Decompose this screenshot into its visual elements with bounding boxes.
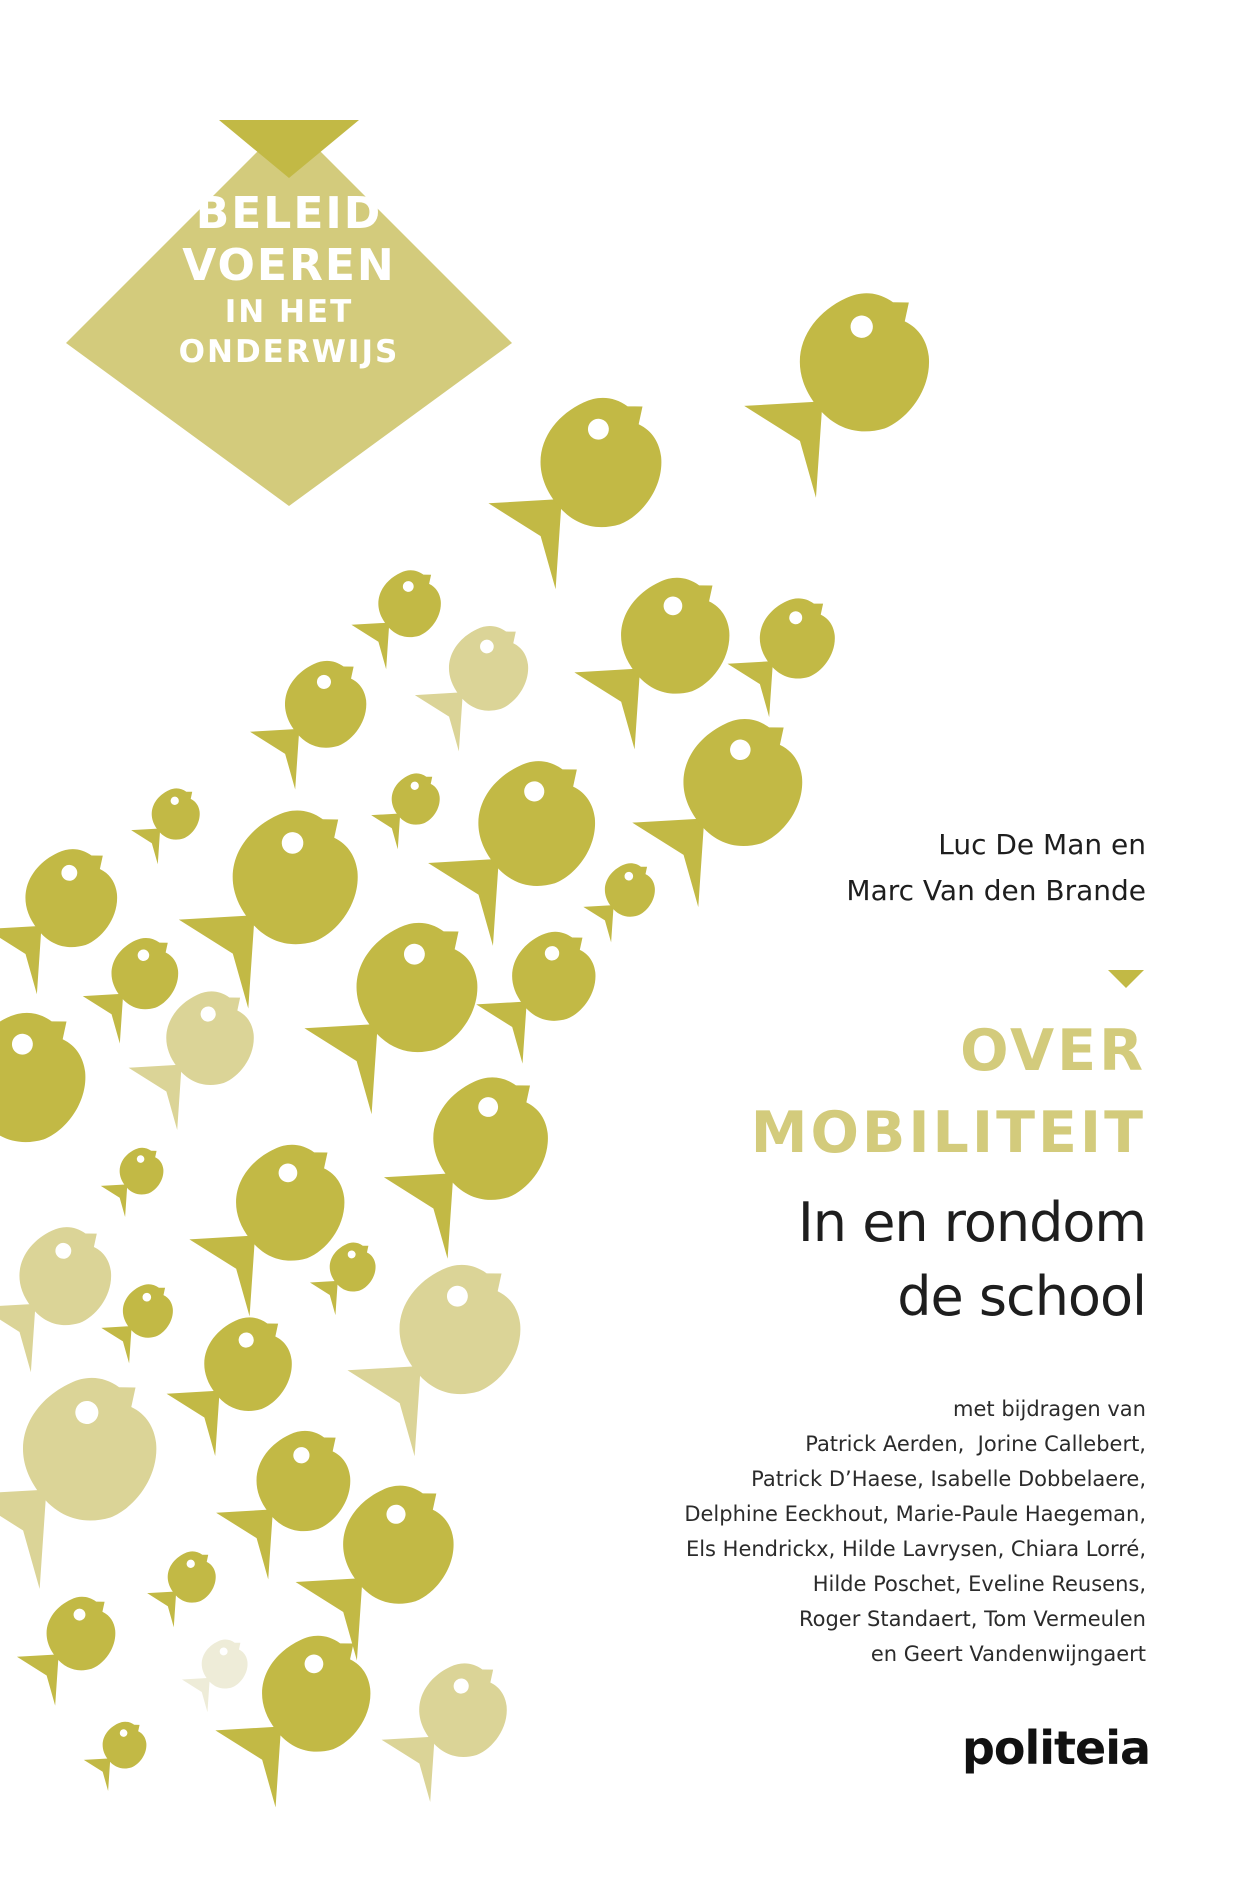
series-badge: [66, 120, 512, 506]
fish-icon: [96, 1139, 177, 1217]
fish-icon: [562, 556, 763, 749]
series-line-3: IN HET: [224, 294, 354, 330]
author-line-1: Luc De Man en: [938, 828, 1146, 861]
author-line-2: Marc Van den Brande: [846, 874, 1146, 907]
fish-icon: [156, 1300, 318, 1456]
subtitle-line-2: de school: [897, 1265, 1146, 1328]
fish-icon: [729, 267, 968, 497]
series-line-1: BELEID: [195, 188, 383, 239]
fish-icon: [466, 915, 620, 1064]
fish-icon: [240, 645, 391, 790]
fish-icon: [618, 695, 838, 907]
title-line-1: OVER: [960, 1018, 1146, 1084]
fish-icon: [371, 1646, 533, 1802]
contributor-line: Els Hendrickx, Hilde Lavrysen, Chiara Lorré,: [685, 1537, 1146, 1561]
contributor-line: Delphine Eeckhout, Marie-Paule Haegeman,: [684, 1502, 1146, 1526]
fish-icon: [9, 1583, 136, 1706]
publisher-logo: politeia: [961, 1721, 1150, 1775]
fish-icon: [79, 1713, 160, 1791]
contributor-line: Patrick D’Haese, Isabelle Dobbelaere,: [751, 1467, 1146, 1491]
fish-icon: [719, 583, 858, 717]
fish-icon: [406, 610, 553, 751]
fish-icon: [177, 1630, 262, 1712]
fish-icon: [0, 989, 122, 1205]
fish-icon: [0, 1209, 139, 1373]
fish-icon: [370, 1054, 582, 1258]
contributors: [684, 1392, 1146, 1672]
fish-icon: [365, 764, 454, 849]
fish-icon: [141, 1542, 230, 1627]
fish-icon: [125, 779, 214, 864]
series-line-4: ONDERWIJS: [178, 334, 400, 370]
contributors-intro: met bijdragen van: [953, 1397, 1146, 1421]
subtitle-line-1: In en rondom: [797, 1191, 1146, 1254]
fish-icon: [0, 1351, 197, 1589]
triangle-down-icon: [1108, 970, 1144, 990]
book-subtitle: [798, 1186, 1146, 1334]
fish-icon: [344, 558, 460, 670]
series-title: [66, 188, 512, 372]
book-title: [751, 1010, 1146, 1174]
contributor-line: Patrick Aerden, Jorine Callebert,: [805, 1432, 1146, 1456]
title-line-2: MOBILITEIT: [750, 1100, 1146, 1166]
contributor-line: en Geert Vandenwijngaert: [870, 1642, 1146, 1666]
contributor-line: Roger Standaert, Tom Vermeulen: [798, 1607, 1146, 1631]
fish-icon: [577, 853, 670, 942]
series-line-2: VOEREN: [182, 240, 396, 291]
contributor-line: Hilde Poschet, Eveline Reusens,: [812, 1572, 1146, 1596]
authors: [846, 822, 1146, 914]
